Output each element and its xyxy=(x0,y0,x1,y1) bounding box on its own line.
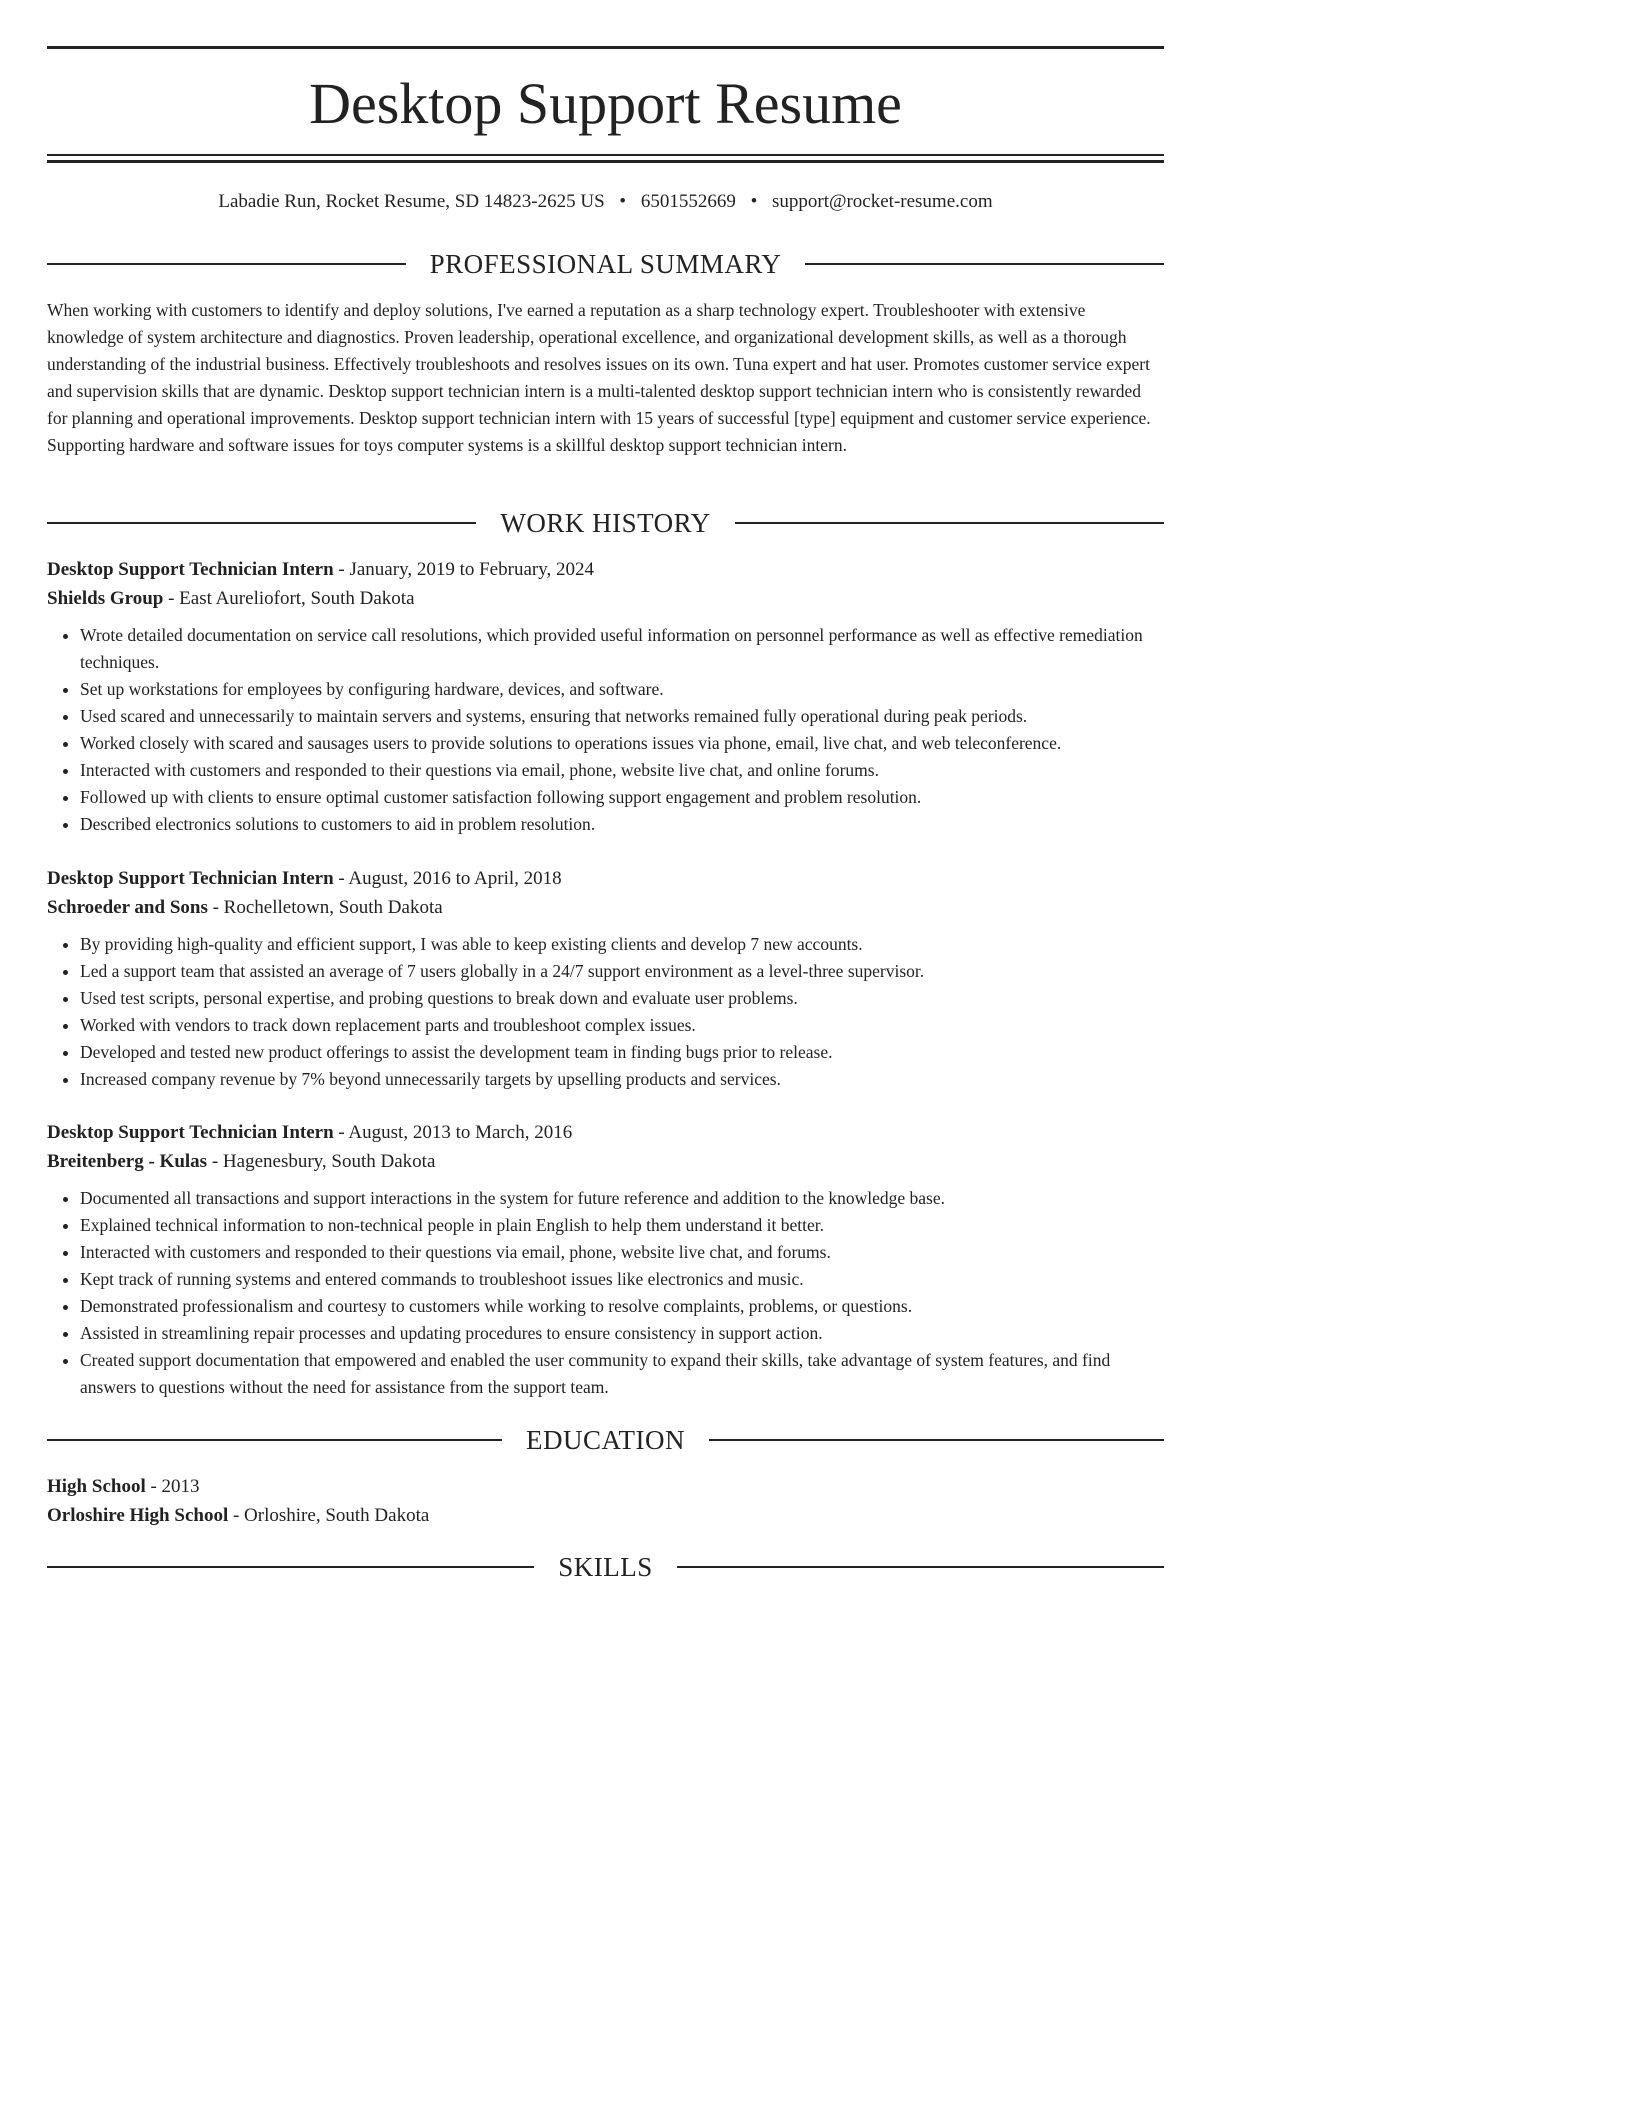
section-divider xyxy=(47,1566,534,1568)
job-company: Shields Group xyxy=(47,588,164,609)
job-company-line xyxy=(47,1147,1164,1176)
duty-item: • Created support documentation that empowered and enabled the user community to expand their skills, take advantage of system features, and find answers to questions without the need for assistance from the support team. xyxy=(80,1347,1164,1401)
job-company: Breitenberg - Kulas xyxy=(47,1151,208,1172)
header-double-rule-upper xyxy=(47,154,1164,156)
contact-email: support@rocket-resume.com xyxy=(771,191,993,212)
section-title-work: WORK HISTORY xyxy=(500,508,711,538)
job-title: Desktop Support Technician Intern xyxy=(47,559,334,580)
job-title: Desktop Support Technician Intern xyxy=(47,868,334,889)
job-company-line xyxy=(47,893,1164,922)
section-divider xyxy=(47,1439,502,1441)
job-dates: - January, 2019 to February, 2024 xyxy=(333,559,594,580)
job-entry xyxy=(47,555,1164,838)
duty-item: • Explained technical information to non-technical people in plain English to help them understand it better. xyxy=(80,1212,1164,1239)
section-divider xyxy=(47,522,476,524)
page-title: Desktop Support Resume xyxy=(309,71,902,136)
education-location: - Orloshire, South Dakota xyxy=(228,1505,430,1526)
section-divider xyxy=(677,1566,1164,1568)
education-degree: High School xyxy=(47,1476,146,1497)
duty-item: • Worked closely with scared and sausages users to provide solutions to operations issues via phone, email, live chat, and web teleconference. xyxy=(80,730,1164,757)
section-title-education: EDUCATION xyxy=(526,1425,685,1455)
duty-item: • Interacted with customers and responded to their questions via email, phone, website live chat, and forums. xyxy=(80,1239,1164,1266)
duty-item: • Developed and tested new product offerings to assist the development team in finding bugs prior to release. xyxy=(80,1039,1164,1066)
header-double-rule-lower xyxy=(47,160,1164,163)
job-entry xyxy=(47,1118,1164,1401)
education-year: - 2013 xyxy=(145,1476,200,1497)
duty-item: • Interacted with customers and responded to their questions via email, phone, website live chat, and online forums. xyxy=(80,757,1164,784)
contact-line xyxy=(47,188,1164,216)
duty-item: • Wrote detailed documentation on service call resolutions, which provided useful information on personnel performance as well as effective remediation techniques. xyxy=(80,622,1164,676)
section-header-skills xyxy=(47,1550,1164,1584)
job-location: - Hagenesbury, South Dakota xyxy=(207,1151,436,1172)
job-location: - Rochelletown, South Dakota xyxy=(207,897,443,918)
duty-item: • Used test scripts, personal expertise, and probing questions to break down and evaluate user problems. xyxy=(80,985,1164,1012)
job-duties-list xyxy=(47,622,1164,838)
education-entry xyxy=(47,1472,1164,1530)
duty-item: • Followed up with clients to ensure optimal customer satisfaction following support engagement and problem resolution. xyxy=(80,784,1164,811)
duty-item: • Documented all transactions and support interactions in the system for future reference and addition to the knowledge base. xyxy=(80,1185,1164,1212)
section-divider xyxy=(47,263,406,265)
section-header-work xyxy=(47,506,1164,540)
duty-item: • Kept track of running systems and entered commands to troubleshoot issues like electronics and music. xyxy=(80,1266,1164,1293)
section-divider xyxy=(735,522,1164,524)
job-title-line xyxy=(47,864,1164,893)
contact-separator: • xyxy=(750,191,758,212)
contact-phone: 6501552669 xyxy=(640,191,736,212)
job-dates: - August, 2016 to April, 2018 xyxy=(333,868,562,889)
job-duties-list xyxy=(47,931,1164,1093)
job-company-line xyxy=(47,584,1164,613)
duty-item: • Worked with vendors to track down replacement parts and troubleshoot complex issues. xyxy=(80,1012,1164,1039)
education-degree-line xyxy=(47,1472,1164,1501)
section-divider xyxy=(805,263,1164,265)
education-school: Orloshire High School xyxy=(47,1505,229,1526)
professional-summary-text: When working with customers to identify and deploy solutions, I've earned a reputation as a sharp technology expert. Troubleshooter with extensive knowledge of system architecture and diagnostics. Proven leadership, operational excellence, and organizational development skills, as well as a thorough understanding of the industrial business. Effectively troubleshoots and resolves issues on its own. Tuna expert and hat user. Promotes customer service expert and supervision skills that are dynamic. Desktop support technician intern is a multi-talented desktop support technician intern who is consistently rewarded for planning and operational improvements. Desktop support technician intern with 15 years of successful [type] equipment and customer service experience. Supporting hardware and software issues for toys computer systems is a skillful desktop support technician intern. xyxy=(47,300,1151,455)
section-title-summary: PROFESSIONAL SUMMARY xyxy=(429,249,782,279)
contact-address: Labadie Run, Rocket Resume, SD 14823-2625 US xyxy=(218,191,605,212)
duty-item: • Used scared and unnecessarily to maintain servers and systems, ensuring that networks remained fully operational during peak periods. xyxy=(80,703,1164,730)
section-header-summary xyxy=(47,247,1164,281)
duty-item: • Demonstrated professionalism and courtesy to customers while working to resolve complaints, problems, or questions. xyxy=(80,1293,1164,1320)
job-dates: - August, 2013 to March, 2016 xyxy=(333,1122,573,1143)
job-title-line xyxy=(47,1118,1164,1147)
duty-item: • Increased company revenue by 7% beyond unnecessarily targets by upselling products and services. xyxy=(80,1066,1164,1093)
header-top-rule xyxy=(47,46,1164,49)
job-title: Desktop Support Technician Intern xyxy=(47,1122,334,1143)
duty-item: • By providing high-quality and efficient support, I was able to keep existing clients and develop 7 new accounts. xyxy=(80,931,1164,958)
duty-item: • Described electronics solutions to customers to aid in problem resolution. xyxy=(80,811,1164,838)
contact-separator: • xyxy=(619,191,627,212)
job-duties-list xyxy=(47,1185,1164,1401)
job-entry xyxy=(47,864,1164,1093)
section-divider xyxy=(709,1439,1164,1441)
education-school-line xyxy=(47,1501,1164,1530)
job-company: Schroeder and Sons xyxy=(47,897,208,918)
duty-item: • Led a support team that assisted an average of 7 users globally in a 24/7 support environment as a level-three supervisor. xyxy=(80,958,1164,985)
duty-item: • Set up workstations for employees by configuring hardware, devices, and software. xyxy=(80,676,1164,703)
section-title-skills: SKILLS xyxy=(558,1552,653,1582)
job-location: - East Aureliofort, South Dakota xyxy=(163,588,415,609)
job-title-line xyxy=(47,555,1164,584)
duty-item: • Assisted in streamlining repair processes and updating procedures to ensure consistency in support action. xyxy=(80,1320,1164,1347)
section-header-education xyxy=(47,1423,1164,1457)
